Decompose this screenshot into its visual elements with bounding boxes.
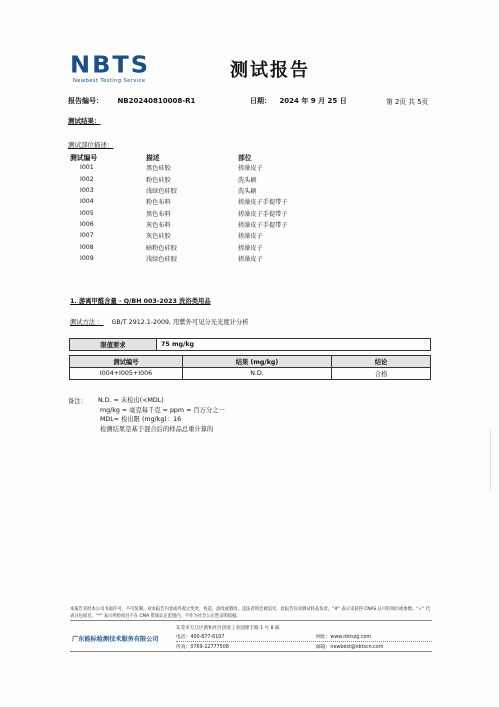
cell-desc: 粉色硅胶 <box>146 176 171 184</box>
parts-col-part: 部位 <box>238 153 252 162</box>
cell-desc: 浅绿色硅胶 <box>146 188 177 196</box>
cell-desc: 灰色硅胶 <box>146 233 171 241</box>
footer-web-value: www.nbtszg.com <box>330 635 372 640</box>
footer-web <box>316 633 371 640</box>
footer-row-divider <box>176 641 432 642</box>
note-line: MDL= 检出限 (mg/kg)：16 <box>100 416 182 424</box>
result-cell-no: I004+I005+I006 <box>70 368 183 380</box>
footer-tel-value: 400-877-6107 <box>190 635 225 640</box>
table-row <box>62 207 358 218</box>
report-date <box>250 96 347 106</box>
result-col-no: 测试编号 <box>70 356 183 368</box>
result-col-result: 结果 (mg/kg) <box>183 356 332 368</box>
footer-fax-value: 0769-22777508 <box>190 645 229 650</box>
cell-part: 洗头刷 <box>238 176 257 184</box>
table-row <box>62 230 358 241</box>
footer-company-name: 广东能标检测技术服务有限公司 <box>72 636 159 643</box>
cell-no: I008 <box>80 243 94 251</box>
result-cell-result: N.D. <box>183 368 332 380</box>
cell-no: I003 <box>80 187 94 195</box>
company-logo: NBTS <box>70 51 151 79</box>
report-number-value: NB20240810008-R1 <box>117 97 196 105</box>
results-label: 测试结果： <box>68 117 101 125</box>
section-1-title: 1. 游离甲醛含量 - Q/BH 003-2023 洗浴类用品 <box>70 298 211 305</box>
parts-table-header <box>62 151 358 162</box>
cell-part: 洗头刷 <box>238 188 257 196</box>
table-row <box>62 162 358 173</box>
footer-email-value: newbest@nbtscn.com <box>330 645 384 650</box>
cell-no: I005 <box>80 209 94 217</box>
table-row <box>70 368 431 380</box>
cell-part: 搓澡皮子 <box>238 233 263 241</box>
limit-row <box>70 339 431 351</box>
cell-desc: 暗粉色硅胶 <box>146 244 177 252</box>
cell-desc: 浅绿色硅胶 <box>146 255 177 263</box>
test-method-value: GB/T 2912.1-2009, 用紫外可见分光光度计分析 <box>111 319 249 326</box>
test-method <box>70 317 249 326</box>
cell-desc: 粉色布料 <box>146 199 171 207</box>
footer-divider <box>70 620 432 621</box>
parts-col-no: 测试编号 <box>70 153 98 162</box>
cell-no: I002 <box>80 175 94 183</box>
cell-desc: 黑色硅胶 <box>146 165 171 173</box>
company-logo-subtitle: Newbest Testing Service <box>73 78 146 84</box>
cell-part: 搓澡皮子手提带子 <box>238 210 288 218</box>
footer-tel <box>176 633 224 640</box>
footer-address: 东莞市万江区新和社区创业工业园建丰路 1 号 8 栋 <box>176 626 280 631</box>
cell-no: I009 <box>80 254 94 262</box>
limit-value: 75 mg/kg <box>157 339 431 351</box>
parts-col-desc: 描述 <box>146 153 160 162</box>
report-number <box>68 96 195 106</box>
note-line: 检测结果是基于混合后的样品总重计算的 <box>100 425 214 433</box>
footer-disclaimer: 本报告未经本公司书面许可，不可复制。对本报告内容或外观之变更、伪造、涂改或篡改，违法者将会被追究。此报告仅对测试样品负责。“#” 表示未获得 CNAS 认可的项目或参数。“✓” 代表分包项目。“*” 表示所检项目不在 CMA 资质认定范围内，不作为社会公正性证明依据。 <box>70 607 431 619</box>
result-table <box>69 338 431 380</box>
table-row <box>62 196 358 207</box>
report-date-value: 2024 年 9 月 25 日 <box>279 97 347 105</box>
footer-email <box>316 643 383 650</box>
report-number-label: 报告编号： <box>68 97 103 105</box>
result-header-row <box>70 356 431 368</box>
notes-lines <box>98 396 225 434</box>
cell-part: 搓澡皮子 <box>238 244 263 252</box>
result-cell-conclusion: 合格 <box>332 368 431 380</box>
test-method-label: 测试方法 ： <box>70 319 104 326</box>
cell-no: I006 <box>80 220 94 228</box>
report-date-label: 日期： <box>250 97 271 105</box>
cell-desc: 黑色布料 <box>146 210 171 218</box>
footer-tel-label: 电话： <box>176 635 191 640</box>
parts-description-label: 测试部位描述： <box>68 141 114 149</box>
cell-desc: 灰色布料 <box>146 221 171 229</box>
seal-edge-icon <box>490 430 499 490</box>
footer-web-label: 网址： <box>316 635 331 640</box>
limit-label: 限值要求 <box>70 339 157 351</box>
note-line: N.D. = 未检出(<MDL) <box>98 397 164 404</box>
footer-email-label: 邮箱： <box>316 645 331 650</box>
cell-no: I007 <box>80 232 94 240</box>
cell-no: I001 <box>80 164 94 172</box>
cell-part: 搓澡皮子 <box>238 165 263 173</box>
parts-table <box>62 151 358 264</box>
page-info: 第 2页 共 5页 <box>386 98 429 106</box>
cell-part: 搓澡皮子手提带子 <box>238 221 288 229</box>
cell-part: 搓澡皮子手提带子 <box>238 199 288 207</box>
cell-part: 搓澡皮子 <box>238 255 263 263</box>
note-line: mg/kg = 毫克每千克 = ppm = 百万分之一 <box>100 406 225 414</box>
table-row <box>62 219 358 230</box>
table-row <box>62 241 358 252</box>
table-row <box>62 253 358 264</box>
table-row <box>62 174 358 185</box>
table-row <box>62 185 358 196</box>
result-col-conclusion: 结论 <box>332 356 431 368</box>
footer-fax-label: 传真： <box>176 645 191 650</box>
report-title: 测试报告 <box>230 60 310 81</box>
footer-fax <box>176 643 229 650</box>
notes-label: 备注： <box>68 398 87 405</box>
cell-no: I004 <box>80 198 94 206</box>
footer-bottom-divider <box>70 651 432 652</box>
